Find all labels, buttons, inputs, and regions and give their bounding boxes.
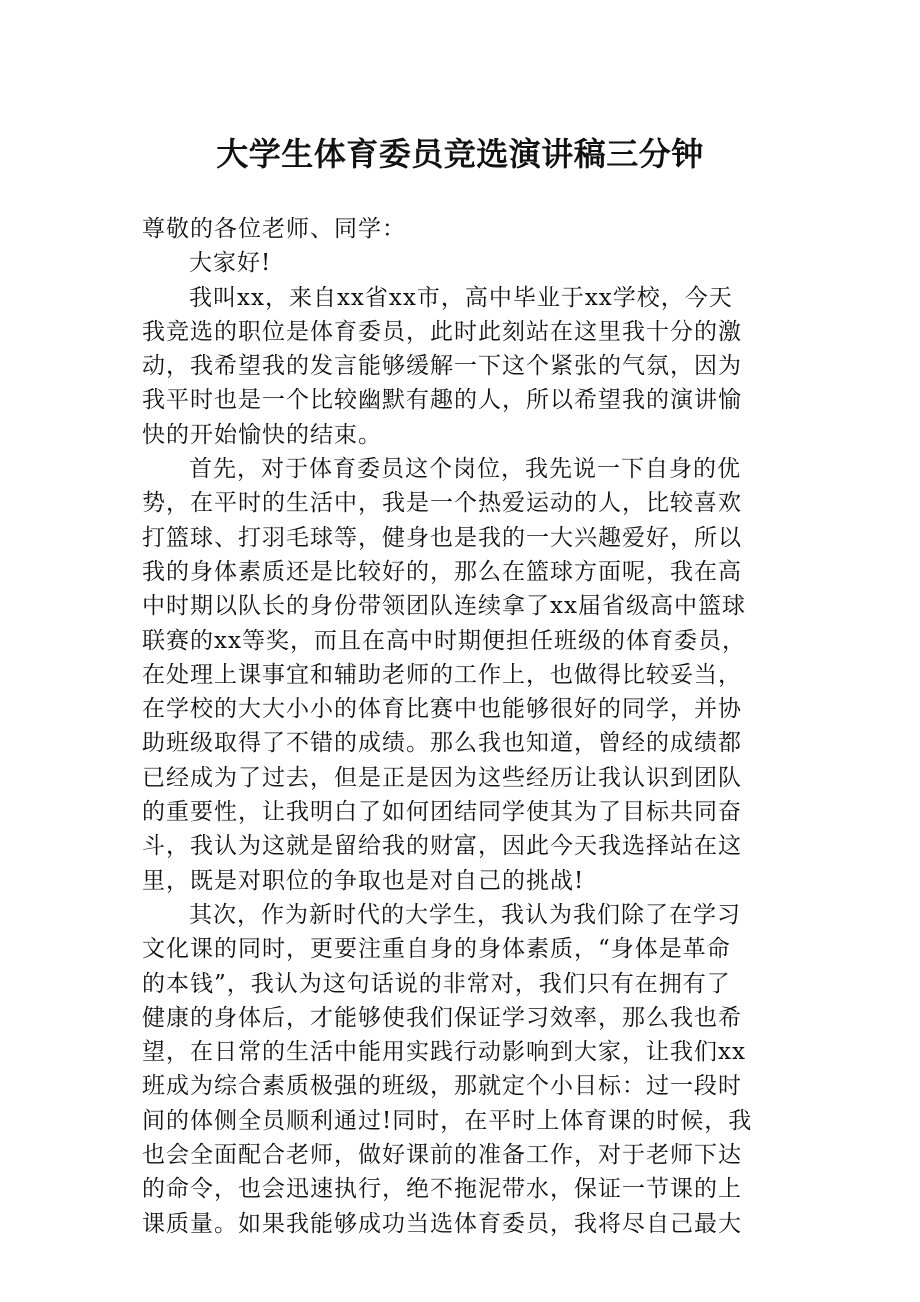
text-line: 打篮球、打羽毛球等，健身也是我的一大兴趣爱好，所以 bbox=[142, 524, 742, 551]
text-line: 的本钱”，我认为这句话说的非常对，我们只有在拥有了 bbox=[142, 970, 731, 997]
text-line: 的重要性，让我明白了如何团结同学使其为了目标共同奋 bbox=[142, 799, 742, 826]
text-line: 已经成为了过去，但是正是因为这些经历让我认识到团队 bbox=[142, 764, 742, 791]
document-body bbox=[142, 212, 778, 1241]
text-line: 我叫xx，来自xx省xx市，高中毕业于xx学校，今天 bbox=[189, 284, 733, 311]
text-line: 在处理上课事宜和辅助老师的工作上，也做得比较妥当， bbox=[142, 661, 742, 688]
text-line: 也会全面配合老师，做好课前的准备工作，对于老师下达 bbox=[142, 1142, 742, 1169]
text-line: 我竞选的职位是体育委员，此时此刻站在这里我十分的激 bbox=[142, 318, 742, 345]
text-line: 里，既是对职位的争取也是对自己的挑战! bbox=[142, 867, 585, 894]
text-line: 文化课的同时，更要注重自身的身体素质，“身体是革命 bbox=[142, 936, 731, 963]
text-line: 望，在日常的生活中能用实践行动影响到大家，让我们xx bbox=[142, 1039, 746, 1066]
text-line: 首先，对于体育委员这个岗位，我先说一下自身的优 bbox=[189, 456, 741, 483]
text-line: 中时期以队长的身份带领团队连续拿了xx届省级高中篮球 bbox=[142, 593, 746, 620]
text-line: 班成为综合素质极强的班级，那就定个小目标：过一段时 bbox=[142, 1073, 742, 1100]
text-line: 的命令，也会迅速执行，绝不拖泥带水，保证一节课的上 bbox=[142, 1176, 742, 1203]
text-line: 动，我希望我的发言能够缓解一下这个紧张的气氛，因为 bbox=[142, 353, 742, 380]
text-line: 势，在平时的生活中，我是一个热爱运动的人，比较喜欢 bbox=[142, 490, 742, 517]
text-line: 斗，我认为这就是留给我的财富，因此今天我选择站在这 bbox=[142, 833, 742, 860]
text-line: 大家好! bbox=[189, 250, 272, 277]
text-line: 健康的身体后，才能够使我们保证学习效率，那么我也希 bbox=[142, 1004, 742, 1031]
text-line: 助班级取得了不错的成绩。那么我也知道，曾经的成绩都 bbox=[142, 730, 742, 757]
text-line: 间的体侧全员顺利通过!同时，在平时上体育课的时候，我 bbox=[142, 1107, 753, 1134]
text-line: 我的身体素质还是比较好的，那么在篮球方面呢，我在高 bbox=[142, 558, 742, 585]
text-line: 课质量。如果我能够成功当选体育委员，我将尽自己最大 bbox=[142, 1210, 742, 1237]
text-line: 尊敬的各位老师、同学： bbox=[142, 216, 406, 242]
text-line: 其次，作为新时代的大学生，我认为我们除了在学习 bbox=[189, 901, 741, 928]
text-line: 在学校的大大小小的体育比赛中也能够很好的同学，并协 bbox=[142, 696, 742, 723]
text-line: 我平时也是一个比较幽默有趣的人，所以希望我的演讲愉 bbox=[142, 387, 742, 414]
text-line: 联赛的xx等奖，而且在高中时期便担任班级的体育委员， bbox=[142, 627, 746, 654]
document-title: 大学生体育委员竞选演讲稿三分钟 bbox=[216, 135, 704, 173]
text-line: 快的开始愉快的结束。 bbox=[142, 421, 382, 448]
